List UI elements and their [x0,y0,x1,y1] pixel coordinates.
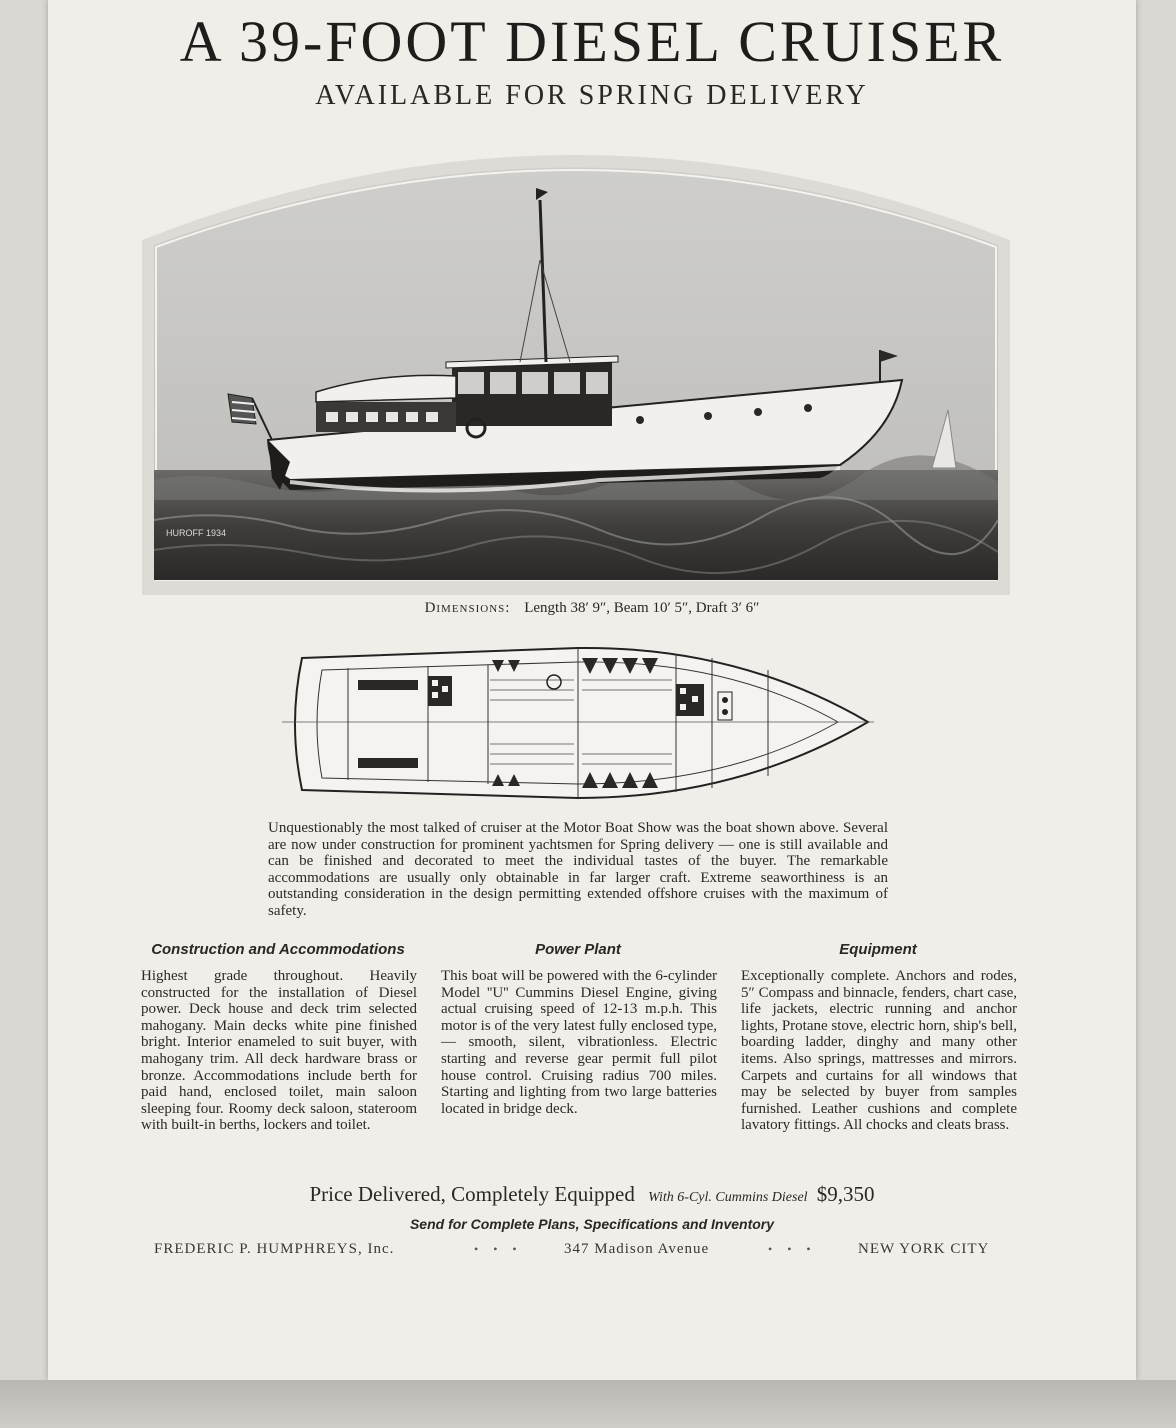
send-for-plans-line: Send for Complete Plans, Specifications and Inventory [409,1216,775,1232]
price-line [48,1182,1136,1207]
headline: A 39-FOOT DIESEL CRUISER [179,9,1005,74]
page-edge-shadow [0,1380,1176,1428]
equipment-heading: Equipment [839,941,917,958]
construction-heading: Construction and Accommodations [151,941,405,958]
dimensions-text: Length 38′ 9″, Beam 10′ 5″, Draft 3′ 6″ [524,600,760,616]
subheadline: AVAILABLE FOR SPRING DELIVERY [315,80,869,111]
price-engine-note: With 6-Cyl. Cummins Diesel [648,1190,808,1205]
footer-city: NEW YORK CITY [858,1241,990,1257]
dimensions-caption [48,600,1136,617]
footer-separator-1: • • • [474,1242,523,1256]
price-label: Price Delivered, Completely Equipped [309,1182,635,1206]
power-plant-text: This boat will be powered with the 6-cylinder Model ''U'' Cummins Diesel Engine, giving actual cruising speed of 12-13 m.p.h. This motor is of the very latest fully enclosed type, — smooth, silent, vibrationless. Electric starting and reverse gear permit full pilot house control. Cruising radius 700 miles. Starting and lighting from two large batteries located in bridge deck. [441,968,717,1117]
footer-separator-2: • • • [768,1242,817,1256]
footer-address: 347 Madison Avenue [564,1241,710,1257]
intro-paragraph: Unquestionably the most talked of cruiser at the Motor Boat Show was the boat shown above. Several are now under construction for prominent yachtsmen for Spring delivery — one is still available and can be finished and decorated to meet the individual tastes of the buyer. The remarkable accommodations are usually only obtainable in far larger craft. Extreme seaworthiness is an outstanding consideration in the design permitting extended offshore cruises with the maximum of safety. [268,820,888,919]
deck-plan-drawing [278,640,878,808]
footer-company: FREDERIC P. HUMPHREYS, Inc. [154,1241,395,1257]
construction-text: Highest grade throughout. Heavily constructed for the installation of Diesel power. Deck house and deck trim selected mahogany. Main decks white pine finished bright. Interior enameled to suit buyer, with mahogany trim. All deck hardware brass or bronze. Accommodations include berth for paid hand, enclosed toilet, main saloon sleeping four. Roomy deck saloon, stateroom with built-in berths, lockers and toilet. [141,968,417,1134]
dimensions-label: Dimensions: [424,600,511,616]
artist-signature: HUROFF 1934 [166,528,227,538]
equipment-text: Exceptionally complete. Anchors and rodes, 5″ Compass and binnacle, fenders, chart case, life jackets, electric running and anchor lights, Protane stove, electric horn, ship's bell, boarding ladder, dinghy and many other items. Also springs, mattresses and mirrors. Carpets and curtains for all windows that may be selected by buyer from samples furnished. Leather cushions and complete lavatory fittings. All chocks and cleats brass. [741,968,1017,1134]
boat-illustration [140,140,1012,595]
power-plant-heading: Power Plant [535,941,621,958]
price-amount: $9,350 [816,1182,875,1206]
